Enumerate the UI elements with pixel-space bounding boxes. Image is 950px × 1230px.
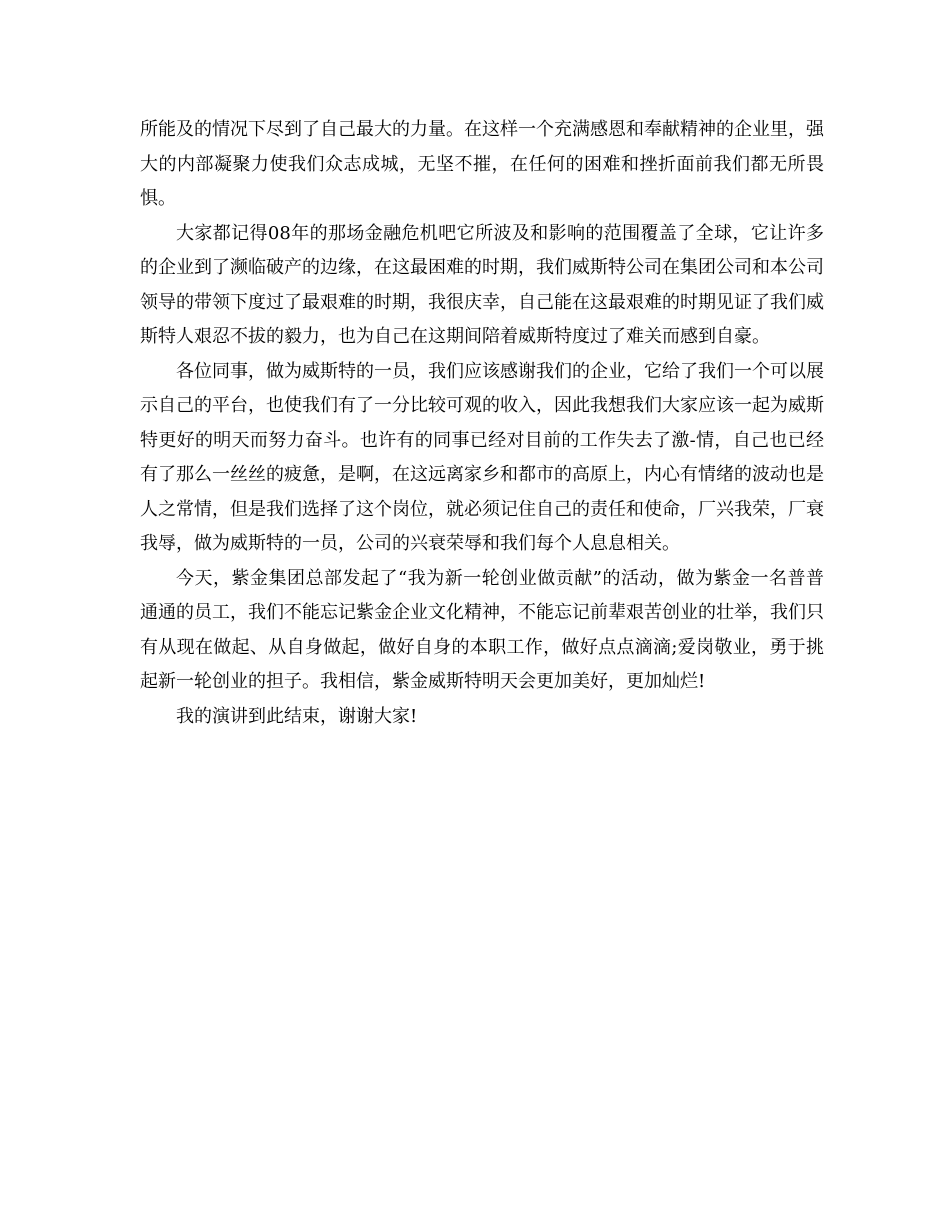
document-body [140,113,824,734]
paragraph-1: 所能及的情况下尽到了自己最大的力量。在这样一个充满感恩和奉献精神的企业里，强大的内部凝聚力使我们众志成城，无坚不摧，在任何的困难和挫折面前我们都无所畏惧。 [140,119,824,209]
paragraph-3: 各位同事，做为威斯特的一员，我们应该感谢我们的企业，它给了我们一个可以展示自己的平台，也使我们有了一分比较可观的收入，因此我想我们大家应该一起为威斯特更好的明天而努力奋斗。也许有的同事已经对目前的工作失去了激-情，自己也已经有了那么一丝丝的疲惫，是啊，在这远离家乡和都市的高原上，内心有情绪的波动也是人之常情，但是我们选择了这个岗位，就必须记住自己的责任和使命，厂兴我荣，厂衰我辱，做为威斯特的一员，公司的兴衰荣辱和我们每个人息息相关。 [140,360,824,554]
paragraph-2: 大家都记得08年的那场金融危机吧它所波及和影响的范围覆盖了全球，它让许多的企业到了濒临破产的边缘，在这最困难的时期，我们威斯特公司在集团公司和本公司领导的带领下度过了最艰难的时期，我很庆幸，自己能在这最艰难的时期见证了我们威斯特人艰忍不拔的毅力，也为自己在这期间陪着威斯特度过了难关而感到自豪。 [140,222,824,347]
paragraph-5: 我的演讲到此结束，谢谢大家! [176,705,418,727]
paragraph-4: 今天，紫金集团总部发起了“我为新一轮创业做贡献”的活动，做为紫金一名普普通通的员工，我们不能忘记紫金企业文化精神，不能忘记前辈艰苦创业的壮举，我们只有从现在做起、从自身做起，做好自身的本职工作，做好点点滴滴;爱岗敬业，勇于挑起新一轮创业的担子。我相信，紫金威斯特明天会更加美好，更加灿烂! [140,567,824,692]
